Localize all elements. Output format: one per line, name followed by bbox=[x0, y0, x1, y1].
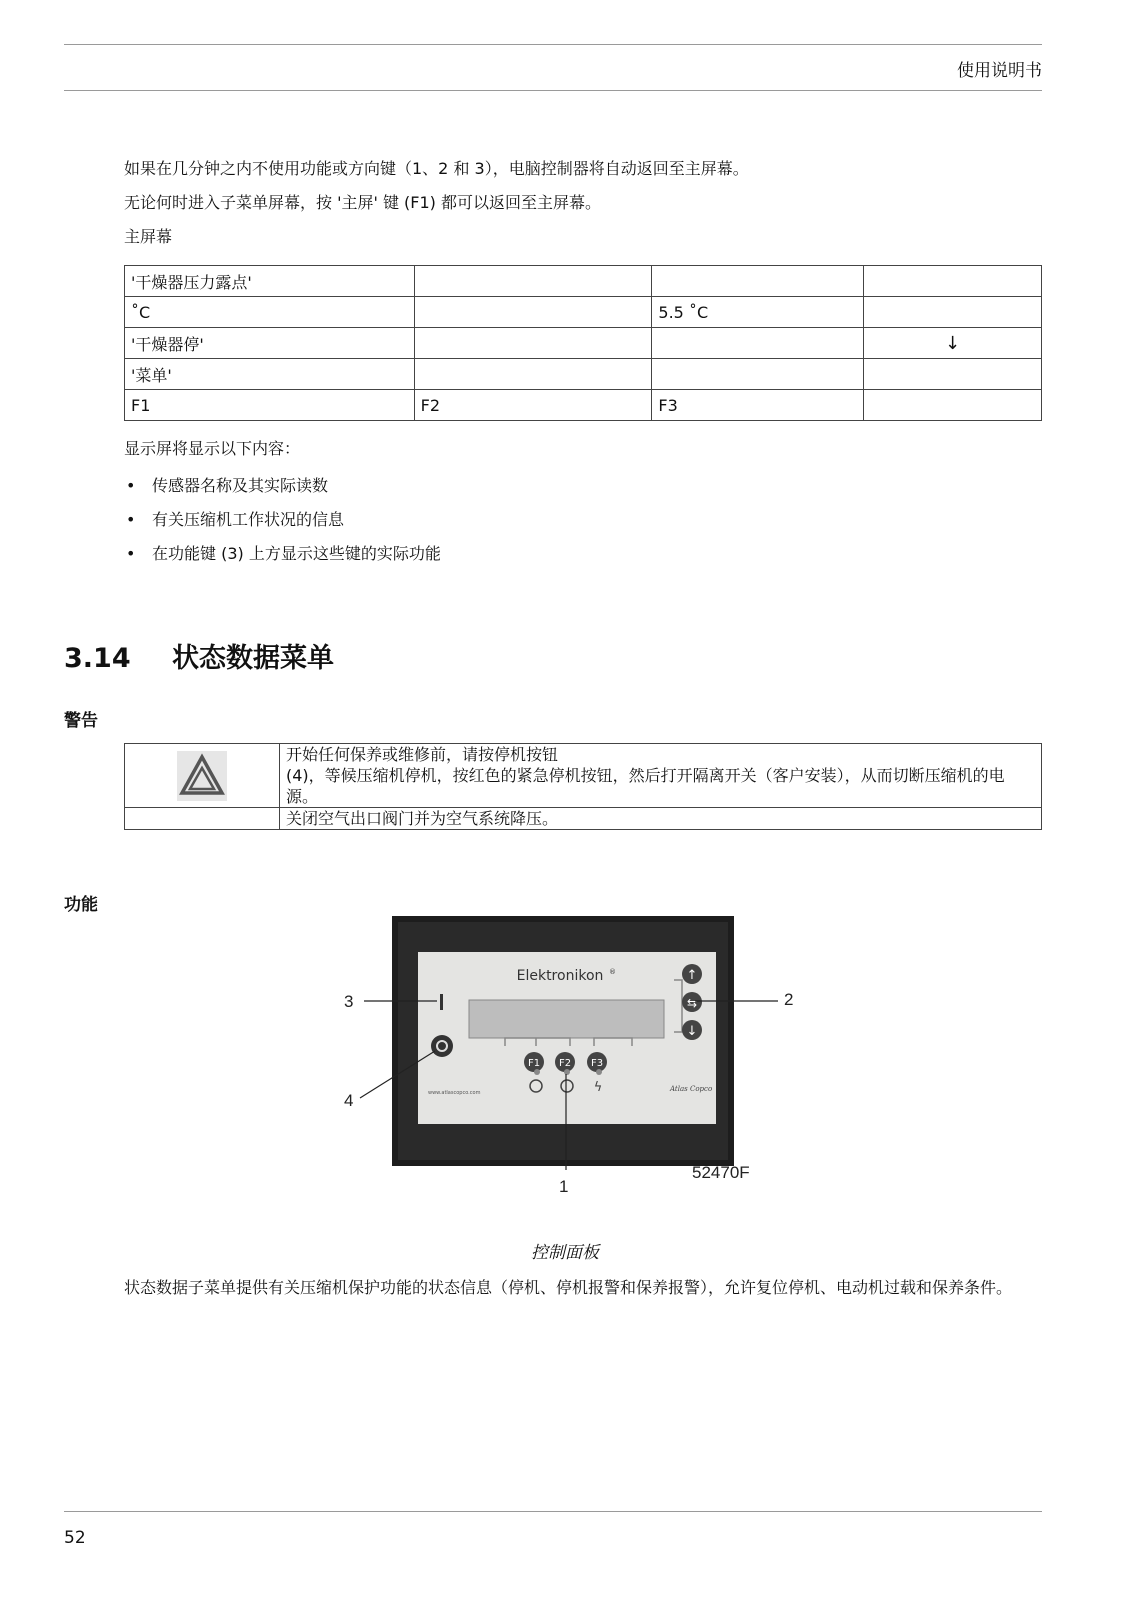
panel-brand-mark: ® bbox=[609, 968, 616, 976]
callout-number: 1 bbox=[559, 1177, 569, 1196]
warning-line-1: 开始任何保养或维修前，请按停机按钮 bbox=[286, 745, 559, 764]
warning-line-2: (4)，等候压缩机停机，按红色的紧急停机按钮，然后打开隔离开关（客户安装），从而切断压缩机的电源。 bbox=[286, 766, 1005, 806]
list-item: • 传感器名称及其实际读数 bbox=[124, 475, 441, 509]
table-row bbox=[125, 808, 1042, 830]
panel-display bbox=[469, 1000, 664, 1038]
up-arrow-icon: ↑ bbox=[686, 968, 698, 983]
warning-text-cell bbox=[280, 744, 1042, 808]
table-cell bbox=[414, 266, 652, 297]
table-cell: 5.5 ˚C bbox=[652, 297, 864, 328]
table-cell bbox=[864, 297, 1042, 328]
table-row bbox=[125, 744, 1042, 808]
section-number: 3.14 bbox=[64, 643, 131, 674]
table-cell: F3 bbox=[652, 390, 864, 421]
header-title: 使用说明书 bbox=[957, 61, 1042, 81]
panel-logo: Atlas Copco bbox=[670, 1085, 713, 1093]
callout-number: 4 bbox=[344, 1091, 354, 1110]
table-cell bbox=[864, 359, 1042, 390]
display-intro: 显示屏将显示以下内容： bbox=[124, 439, 301, 458]
main-screen-table bbox=[124, 265, 1042, 421]
panel-brand: Elektronikon bbox=[516, 968, 604, 984]
control-panel-figure bbox=[340, 916, 800, 1216]
display-bullet-list bbox=[124, 475, 441, 577]
header-rule-top bbox=[64, 44, 1042, 45]
table-cell bbox=[652, 266, 864, 297]
f3-key-label: F3 bbox=[590, 1058, 604, 1069]
table-row bbox=[125, 359, 1042, 390]
function-heading: 功能 bbox=[64, 895, 98, 915]
table-row bbox=[125, 266, 1042, 297]
table-cell: '干燥器停' bbox=[125, 328, 415, 359]
f1-key-label: F1 bbox=[527, 1058, 541, 1069]
table-cell: F1 bbox=[125, 390, 415, 421]
table-cell bbox=[414, 328, 652, 359]
table-cell bbox=[414, 359, 652, 390]
start-button-icon[interactable] bbox=[440, 994, 443, 1010]
callout-number: 3 bbox=[344, 992, 354, 1011]
table-row bbox=[125, 390, 1042, 421]
table-cell: '干燥器压力露点' bbox=[125, 266, 415, 297]
page-number: 52 bbox=[64, 1528, 86, 1548]
list-item: • 在功能键 (3) 上方显示这些键的实际功能 bbox=[124, 543, 441, 577]
main-screen-label: 主屏幕 bbox=[124, 227, 173, 246]
led-running bbox=[564, 1069, 570, 1075]
led-voltage bbox=[534, 1069, 540, 1075]
table-cell: ˚C bbox=[125, 297, 415, 328]
f2-key-label: F2 bbox=[558, 1058, 572, 1069]
table-row bbox=[125, 297, 1042, 328]
stop-button[interactable] bbox=[431, 1035, 453, 1057]
table-cell bbox=[652, 359, 864, 390]
warning-icon-cell bbox=[125, 744, 280, 808]
table-cell: '菜单' bbox=[125, 359, 415, 390]
table-cell: F2 bbox=[414, 390, 652, 421]
table-cell bbox=[414, 297, 652, 328]
section-heading bbox=[64, 636, 334, 675]
down-arrow-icon: ↓ bbox=[686, 1024, 698, 1039]
closing-paragraph: 状态数据子菜单提供有关压缩机保护功能的状态信息（停机、停机报警和保养报警），允许复位停机、电动机过载和保养条件。 bbox=[124, 1278, 1013, 1297]
section-title: 状态数据菜单 bbox=[172, 643, 334, 674]
lightning-icon: ϟ bbox=[593, 1080, 603, 1095]
footer-rule bbox=[64, 1511, 1042, 1512]
figure-code: 52470F bbox=[692, 1163, 750, 1182]
panel-website: www.atlascopco.com bbox=[428, 1090, 481, 1096]
tab-icon: ⇆ bbox=[686, 996, 698, 1010]
warning-heading: 警告 bbox=[64, 711, 98, 731]
list-item: • 有关压缩机工作状况的信息 bbox=[124, 509, 441, 543]
down-arrow-icon: ↓ bbox=[864, 328, 1042, 359]
table-cell bbox=[864, 266, 1042, 297]
warning-table bbox=[124, 743, 1042, 830]
table-row bbox=[125, 328, 1042, 359]
led-alarm bbox=[596, 1069, 602, 1075]
table-cell bbox=[125, 808, 280, 830]
figure-caption: 控制面板 bbox=[531, 1243, 599, 1263]
callout-number: 2 bbox=[784, 990, 794, 1009]
intro-paragraph-2: 无论何时进入子菜单屏幕，按 '主屏' 键 (F1) 都可以返回至主屏幕。 bbox=[124, 193, 602, 212]
table-cell bbox=[652, 328, 864, 359]
warning-triangle-icon bbox=[177, 751, 227, 801]
intro-paragraph-1: 如果在几分钟之内不使用功能或方向键（1、2 和 3），电脑控制器将自动返回至主屏幕。 bbox=[124, 159, 749, 178]
header-rule-bottom bbox=[64, 90, 1042, 91]
table-cell bbox=[864, 390, 1042, 421]
warning-row-2: 关闭空气出口阀门并为空气系统降压。 bbox=[280, 808, 1042, 830]
